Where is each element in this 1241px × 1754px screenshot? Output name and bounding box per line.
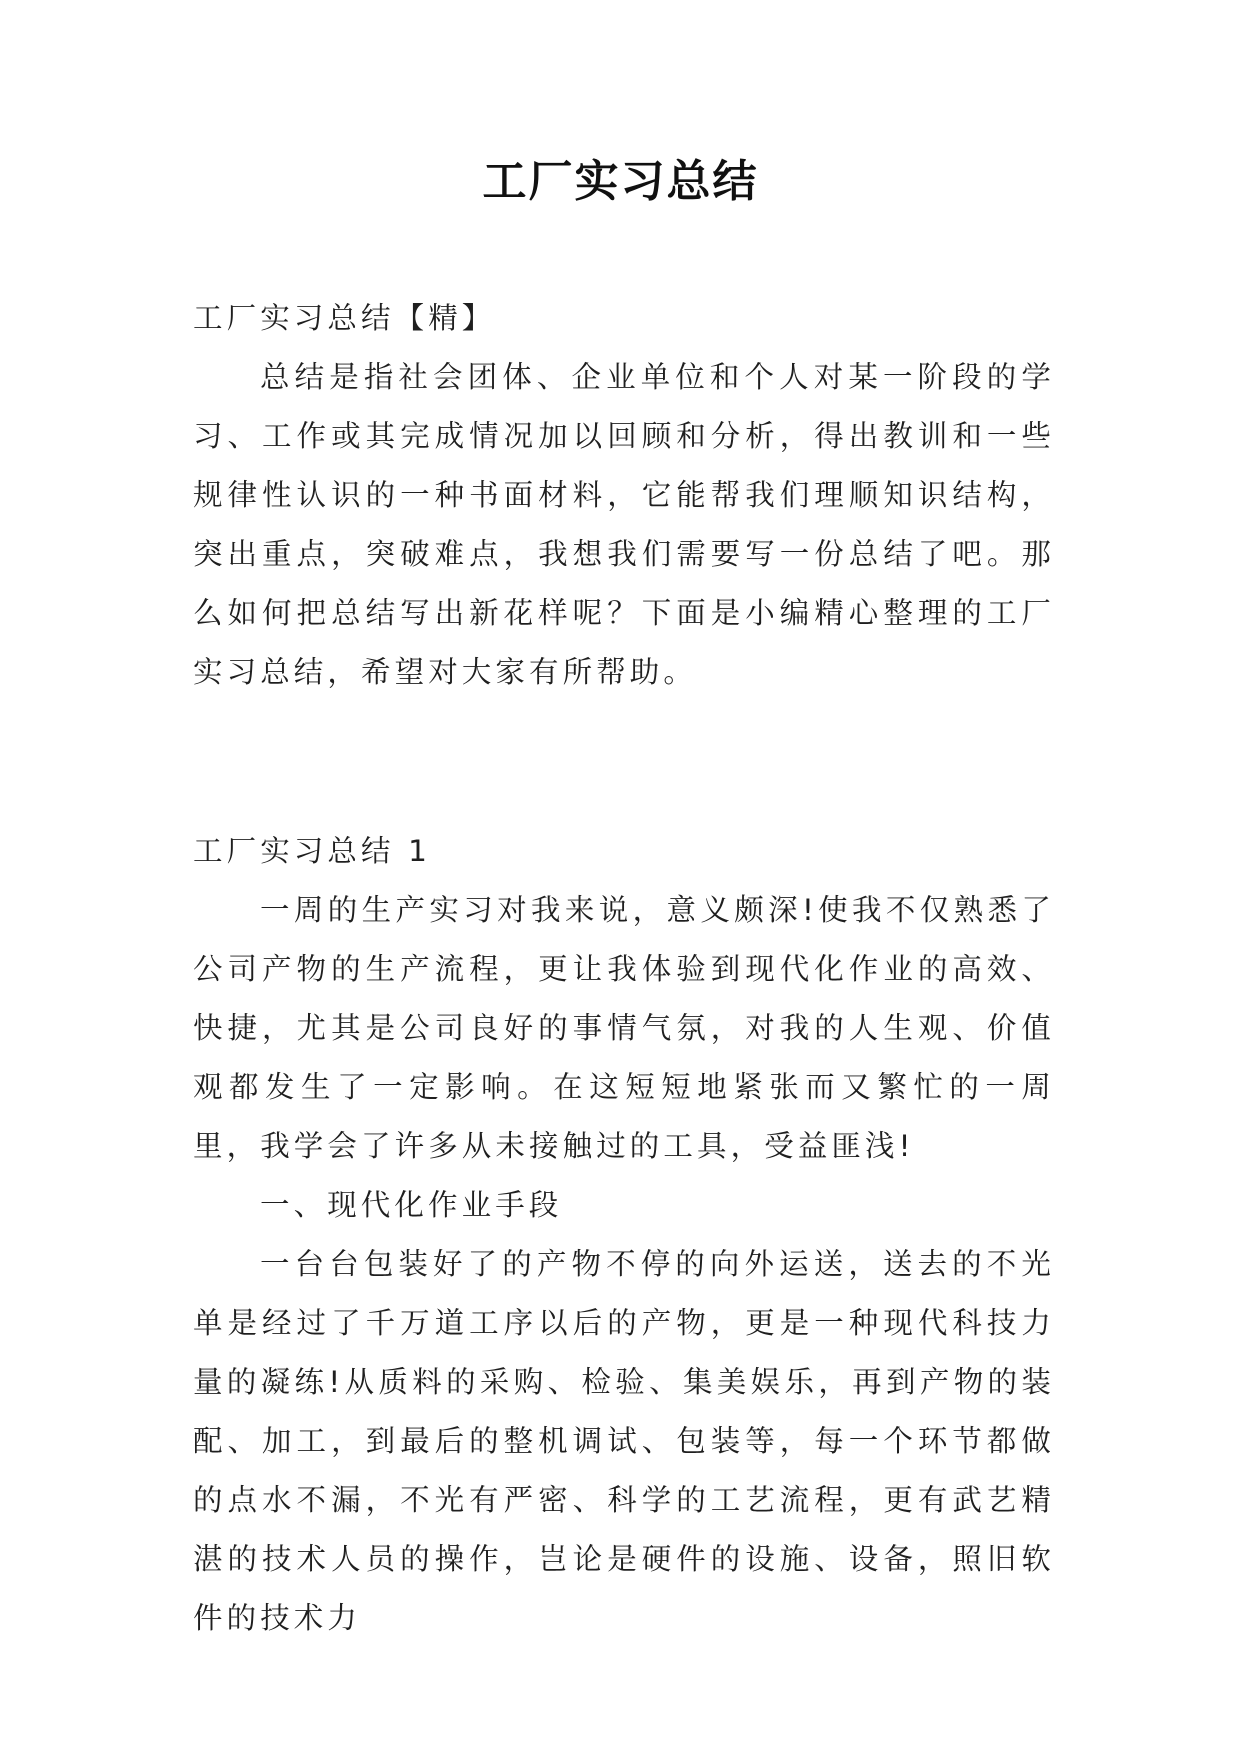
intro-section (193, 289, 1055, 702)
section-1 (193, 822, 1055, 1648)
section-1-subheading: 一、现代化作业手段 (260, 1188, 563, 1222)
section-1-paragraph-1: 一周的生产实习对我来说，意义颇深!使我不仅熟悉了公司产物的生产流程，更让我体验到现代化作业的高效、快捷，尤其是公司良好的事情气氛，对我的人生观、价值观都发生了一定影响。在这短短地紧张而又繁忙的一周里，我学会了许多从未接触过的工具，受益匪浅! (193, 893, 1055, 1163)
intro-heading: 工厂实习总结【精】 (193, 301, 496, 335)
document-title: 工厂实习总结 (482, 156, 759, 207)
section-1-heading: 工厂实习总结 1 (193, 834, 431, 868)
intro-paragraph: 总结是指社会团体、企业单位和个人对某一阶段的学习、工作或其完成情况加以回顾和分析，得出教训和一些规律性认识的一种书面材料，它能帮我们理顺知识结构，突出重点，突破难点，我想我们需要写一份总结了吧。那么如何把总结写出新花样呢？下面是小编精心整理的工厂实习总结，希望对大家有所帮助。 (193, 360, 1055, 689)
section-1-paragraph-2: 一台台包装好了的产物不停的向外运送，送去的不光单是经过了千万道工序以后的产物，更是一种现代科技力量的凝练!从质料的采购、检验、集美娱乐，再到产物的装配、加工，到最后的整机调试、包装等，每一个环节都做的点水不漏，不光有严密、科学的工艺流程，更有武艺精湛的技术人员的操作，岂论是硬件的设施、设备，照旧软件的技术力 (193, 1247, 1055, 1635)
